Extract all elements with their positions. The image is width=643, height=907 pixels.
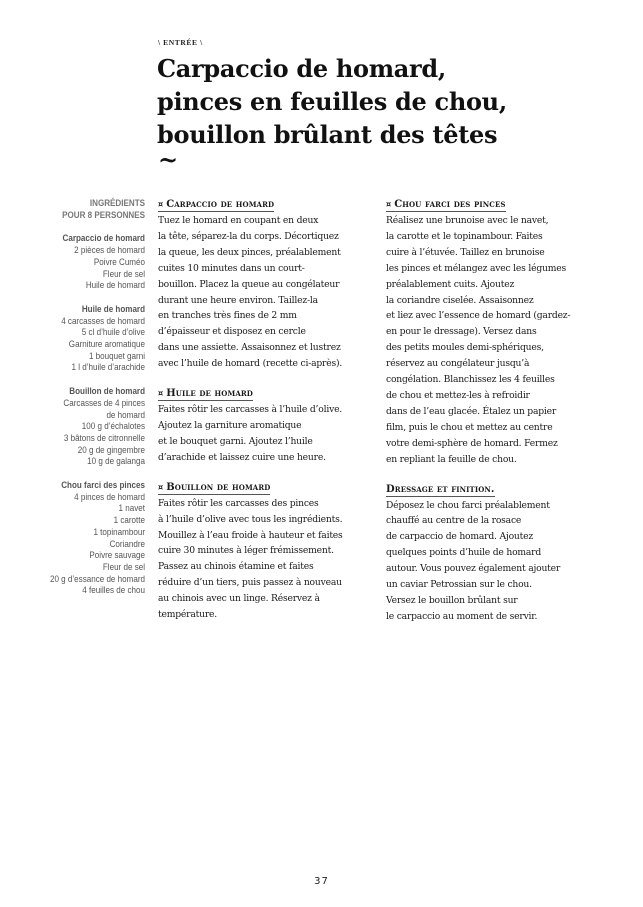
ingredient-item: Coriandre — [109, 537, 145, 549]
step-section — [158, 197, 380, 372]
step-body — [158, 496, 380, 623]
steps-column-right — [386, 197, 608, 639]
step-section — [158, 386, 380, 466]
ingredient-group-title: Huile de homard — [81, 302, 145, 314]
step-line: bouillon. Placez la queue au congélateur — [158, 278, 340, 290]
step-line: et le bouquet garni. Ajoutez l’huile — [158, 435, 313, 447]
ingredient-item: 20 g d’essance de homard — [49, 572, 145, 584]
ingredient-item: Carcasses de 4 pinces — [63, 396, 146, 408]
square-bullet-icon: ¤ — [158, 388, 164, 399]
step-line: en repliant la feuille de chou. — [386, 453, 517, 465]
step-line: d’épaisseur et disposez en cercle — [158, 326, 306, 338]
step-line: cuire 30 minutes à léger frémissement. — [158, 545, 334, 557]
step-line: chauffé au centre de la rosace — [386, 515, 522, 527]
step-line: quelques points d’huile de homard — [386, 547, 542, 559]
ingredient-item: 2 pièces de homard — [74, 244, 145, 256]
step-title-text: Huile de homard — [166, 388, 253, 400]
step-line: Déposez le chou farci préalablement — [386, 499, 550, 511]
step-section — [158, 480, 380, 623]
ingredient-item: Fleur de sel — [102, 560, 145, 572]
step-section-finish — [386, 482, 608, 625]
ingredient-item: 10 g de galanga — [87, 455, 145, 467]
step-line: dans une assiette. Assaisonnez et lustrez — [158, 342, 341, 354]
square-bullet-icon: ¤ — [158, 481, 164, 492]
step-line: au chinois avec un linge. Réservez à — [158, 593, 320, 605]
square-bullet-icon: ¤ — [386, 199, 392, 209]
step-line: la queue, les deux pinces, préalablement — [158, 246, 341, 258]
step-line: la carotte et le topinambour. Faites — [386, 230, 543, 242]
ingredient-item: 4 pinces de homard — [74, 490, 145, 502]
step-title: Dressage et finition. — [386, 483, 495, 495]
step-title — [158, 198, 274, 212]
tilde-ornament: ~ — [158, 145, 179, 174]
step-title-text: Chou farci des pinces — [394, 199, 506, 210]
ingredient-item: Huile de homard — [85, 279, 145, 291]
step-title-text: Carpaccio de homard — [166, 199, 275, 210]
step-line: à l’huile d’olive avec tous les ingrédients. — [158, 513, 343, 525]
ingredient-item: 1 navet — [118, 502, 145, 514]
step-line: préalablement cuits. Ajoutez — [386, 278, 515, 290]
ingredient-item: 1 l d’huile d’arachide — [71, 361, 145, 373]
ingredient-item: 1 bouquet garni — [88, 349, 145, 361]
step-title — [158, 387, 253, 401]
step-line: réduire d’un tiers, puis passez à nouveau — [158, 577, 342, 589]
ingredient-item: de homard — [106, 408, 145, 420]
title-line: Carpaccio de homard, — [157, 54, 446, 83]
page-number: 37 — [314, 876, 329, 887]
ingredient-group — [38, 232, 146, 291]
ingredient-group — [38, 385, 146, 467]
ingredient-item: 1 topinambour — [93, 525, 145, 537]
step-line: réservez au congélateur jusqu’à — [386, 358, 530, 370]
title-line: bouillon brûlant des têtes — [157, 120, 498, 149]
step-body — [386, 213, 608, 468]
step-line: les pinces et mélangez avec les légumes — [386, 262, 566, 274]
ingredient-item: Fleur de sel — [102, 267, 145, 279]
title-line: pinces en feuilles de chou, — [157, 87, 507, 116]
square-bullet-icon: ¤ — [158, 199, 164, 209]
step-title — [158, 481, 270, 495]
ingredient-group — [38, 479, 146, 596]
category-kicker: \ ENTRÉE \ — [158, 38, 203, 47]
step-line: d’arachide et laissez cuire une heure. — [158, 451, 326, 463]
ingredient-group-title: Carpaccio de homard — [62, 232, 145, 244]
step-title-text: Bouillon de homard — [166, 481, 271, 493]
step-line: dans de l’eau glacée. Étalez un papier — [386, 405, 557, 417]
step-body — [158, 213, 380, 372]
step-line: Mouillez à l’eau froide à hauteur et faites — [158, 529, 343, 541]
ingredient-item: 3 bâtons de citronnelle — [63, 431, 145, 443]
step-body — [158, 402, 380, 466]
step-section — [386, 197, 608, 468]
step-line: votre demi-sphère de homard. Fermez — [386, 437, 558, 449]
step-line: Ajoutez la garniture aromatique — [158, 419, 302, 431]
ingredients-header — [38, 197, 146, 220]
ingredient-item: Poivre Cuméo — [93, 255, 145, 267]
step-line: congélation. Blanchissez les 4 feuilles — [386, 374, 555, 386]
ingredient-item: Poivre sauvage — [89, 549, 145, 561]
ingredients-header-line: INGRÉDIENTS — [89, 197, 145, 208]
step-line: la tête, séparez-la du corps. Décortiquez — [158, 230, 339, 242]
step-line: durant une heure environ. Taillez-la — [158, 294, 318, 306]
step-line: un caviar Petrossian sur le chou. — [386, 579, 532, 591]
step-line: autour. Vous pouvez également ajouter — [386, 563, 561, 575]
step-line: Tuez le homard en coupant en deux — [158, 215, 319, 226]
ingredient-item: Garniture aromatique — [68, 338, 145, 350]
step-line: Passez au chinois étamine et faites — [158, 561, 314, 573]
step-line: en pour le dressage). Versez dans — [386, 326, 537, 338]
steps-column-left — [158, 197, 380, 637]
step-line: Versez le bouillon brûlant sur — [386, 594, 518, 606]
ingredient-group-title: Chou farci des pinces — [61, 479, 145, 491]
step-line: film, puis le chou et mettez au centre — [386, 421, 553, 433]
step-line: Réalisez une brunoise avec le navet, — [386, 215, 549, 226]
ingredient-group — [38, 303, 146, 373]
ingredient-group-title: Bouillon de homard — [69, 385, 145, 397]
step-line: le carpaccio au moment de servir. — [386, 610, 538, 622]
ingredient-item: 100 g d’échalotes — [81, 420, 145, 432]
ingredient-item: 20 g de gingembre — [77, 443, 145, 455]
ingredients-header-line: POUR 8 PERSONNES — [62, 208, 145, 220]
step-line: et liez avec l’essence de homard (gardez- — [386, 310, 571, 322]
step-line: Faites rôtir les carcasses à l’huile d’olive. — [158, 404, 343, 416]
step-line: des petits moules demi-sphériques, — [386, 342, 544, 354]
step-title — [386, 198, 506, 212]
ingredient-item: 5 cl d’huile d’olive — [81, 326, 145, 338]
step-line: de carpaccio de homard. Ajoutez — [386, 531, 533, 543]
step-line: Faites rôtir les carcasses des pinces — [158, 497, 319, 509]
ingredient-item: 4 feuilles de chou — [82, 584, 145, 596]
ingredient-groups — [38, 232, 146, 596]
step-line: cuire à l’étuvée. Taillez en brunoise — [386, 246, 545, 258]
ingredients-list — [38, 197, 146, 608]
ingredient-item: 4 carcasses de homard — [61, 314, 145, 326]
step-line: de chou et mettez-les à refroidir — [386, 389, 530, 401]
step-line: la coriandre ciselée. Assaisonnez — [386, 294, 534, 306]
step-line: cuites 10 minutes dans un court- — [158, 262, 305, 274]
step-line: en tranches très fines de 2 mm — [158, 310, 297, 322]
recipe-title — [157, 52, 617, 151]
step-line: avec l’huile de homard (recette ci-après). — [158, 358, 343, 370]
ingredient-item: 1 carotte — [113, 514, 145, 526]
step-body — [386, 498, 608, 625]
step-line: température. — [158, 609, 217, 621]
